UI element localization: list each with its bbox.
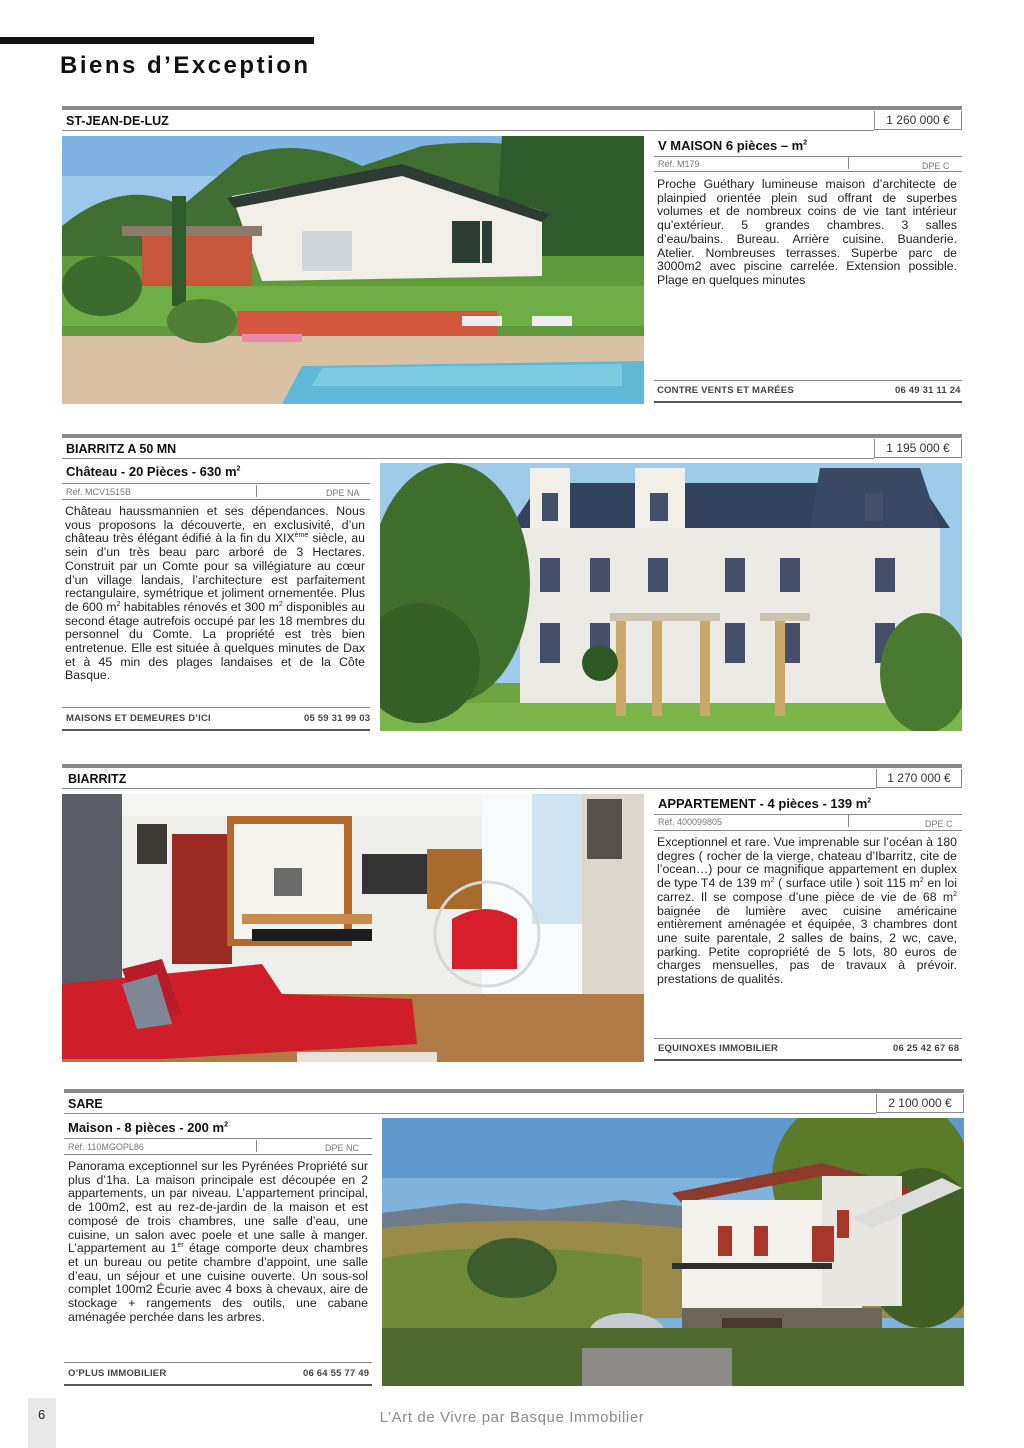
ref-separator (256, 485, 257, 497)
dpe-rating: DPE NC (325, 1143, 360, 1153)
title-underline (654, 814, 962, 815)
property-title: V MAISON 6 pièces – $m^2$ (658, 138, 808, 153)
price-badge: 1 260 000 € (874, 111, 962, 130)
agency-phone: 06 64 55 77 49 (303, 1368, 370, 1379)
agency-phone: 05 59 31 99 03 (304, 713, 371, 724)
reference-number: Réf. 110MGOPL86 (68, 1142, 144, 1152)
dpe-rating: DPE NA (326, 488, 360, 498)
chateau-photo (380, 463, 962, 731)
agency-name: MAISONS ET DEMEURES D’ICI (66, 713, 211, 724)
property-description: Panorama exceptionnel sur les Pyrénées Propriété sur plus d’1ha. La maison principale est découpée en 2 appartements, un par niveau. L’appartement principal, de 100m2, est au rez-de-jardin de la maison et est composé de trois chambres, une salle d’eau, une cuisine, un salon avec poele et une salle à manger. L’appartement au 1er étage comporte deux chambres et un bureau ou petite chambre d’appoint, une salle d’eau, un séjour et une cuisine ouverte. Un sous-sol complet 100m2 Écurie avec 4 boxs à chevaux, aire de stockage + rangements des outils, une cabane aménagée perchée dans les arbres. (68, 1159, 368, 1324)
title-underline (64, 1138, 372, 1139)
reference-number: Réf. M179 (658, 159, 700, 169)
agency-rule-bottom (654, 401, 962, 403)
dpe-rating: DPE C (925, 819, 953, 829)
location-underline (64, 1113, 876, 1114)
page-title: Biens d’Exception (60, 52, 311, 79)
agency-rule-top (654, 380, 962, 381)
location-underline (62, 458, 874, 459)
agency-rule-top (62, 707, 370, 708)
mountain-house-photo (382, 1118, 964, 1386)
footer-tagline: L’Art de Vivre par Basque Immobilier (379, 1409, 645, 1426)
ref-separator (256, 1140, 257, 1152)
location-rule (64, 1089, 964, 1093)
living-room-photo (62, 794, 644, 1062)
agency-rule-bottom (62, 729, 370, 731)
agency-name: CONTRE VENTS ET MARÉES (657, 385, 794, 396)
location-label: BIARRITZ (68, 772, 127, 786)
location-label: BIARRITZ A 50 MN (66, 442, 177, 456)
location-underline (62, 788, 876, 789)
ref-separator (848, 815, 849, 827)
property-title: Maison - 8 pièces - 200 $m^2$ (68, 1120, 228, 1135)
agency-name: EQUINOXES IMMOBILIER (658, 1043, 779, 1054)
ref-underline (64, 1154, 372, 1155)
page-number: 6 (38, 1407, 46, 1422)
title-underline (654, 156, 962, 157)
ref-underline (62, 499, 370, 500)
property-description: Proche Guéthary lumineuse maison d’architecte de plainpied orientée plein sud offrant de superbes volumes et de nombreux coins de vie tant intérieur qu’extérieur. 5 grandes chambres. 3 salles d’eau/bains. Bureau. Arrière cuisine. Buanderie. Atelier. Nombreuses terrasses. Superbe parc de 3000m2 avec piscine carrelée. Extension possible. Plage en quelques minutes (657, 177, 957, 287)
location-rule (62, 764, 962, 768)
location-label: ST-JEAN-DE-LUZ (66, 114, 169, 128)
location-underline (62, 130, 874, 131)
ref-underline (654, 830, 962, 831)
ref-separator (848, 157, 849, 169)
agency-rule-bottom (654, 1059, 962, 1061)
price-badge: 2 100 000 € (876, 1094, 964, 1113)
agency-rule-top (654, 1038, 962, 1039)
house-with-pool-photo (62, 136, 644, 404)
location-rule (62, 106, 962, 110)
ref-underline (654, 171, 962, 172)
title-underline (62, 483, 370, 484)
reference-number: Réf. 400099805 (658, 817, 723, 827)
property-description: Exceptionnel et rare. Vue imprenable sur l’océan à 180 degres ( rocher de la vierge, chateau d’Ibarritz, cite de l’ocean…) pour ce magnifique appartement en duplex de type T4 de 139 $m^2$ ( surface utile ) soit 115 $m^2$ en loi carrez. Il se compose d’une pièce de vie de 68 $m^2$ baignée de lumière avec cuisine américaine entièrement aménagée et équipée, 3 chambres dont une suite parentale, 2 salles de bains, 2 wc, cave, parking. Petite copropriété de 5 lots, 80 euros de charges mensuelles, pas de travaux à prévoir. prestations de qualités. (657, 835, 957, 987)
location-label: SARE (68, 1097, 103, 1111)
agency-phone: 06 49 31 11 24 (895, 385, 961, 396)
agency-rule-top (64, 1362, 372, 1363)
reference-number: Réf. MCV1515B (66, 487, 132, 497)
header-bar (0, 37, 314, 44)
property-title: Château - 20 Pièces - 630 $m^2$ (66, 464, 241, 479)
property-description: Château haussmannien et ses dépendances. Nous vous proposons la découverte, en exclusivité, d’un château très élégant édifié à la fin du XIXème siècle, au sein d’un très beau parc arboré de 3 Hectares. Construit par un Comte pour sa villégiature au cœur d’un village landais, l’architecture est parfaitement rectangulaire, symétrique et joliment ornementée. Plus de 600 $m^2$ habitables rénovés et 300 $m^2$ disponibles au second étage autrefois occupé par les 18 membres du personnel du Comte. La propriété est très bien entretenue. Elle est située à quelques minutes de Dax et à 45 min des plages landaises et de la Côte Basque. (65, 504, 365, 683)
price-badge: 1 195 000 € (874, 439, 962, 458)
agency-rule-bottom (64, 1384, 372, 1386)
agency-name: O’PLUS IMMOBILIER (68, 1368, 167, 1379)
agency-phone: 06 25 42 67 68 (893, 1043, 960, 1054)
dpe-rating: DPE C (922, 161, 950, 171)
location-rule (62, 434, 962, 438)
property-title: APPARTEMENT - 4 pièces - 139 $m^2$ (658, 796, 872, 811)
price-badge: 1 270 000 € (876, 769, 962, 788)
